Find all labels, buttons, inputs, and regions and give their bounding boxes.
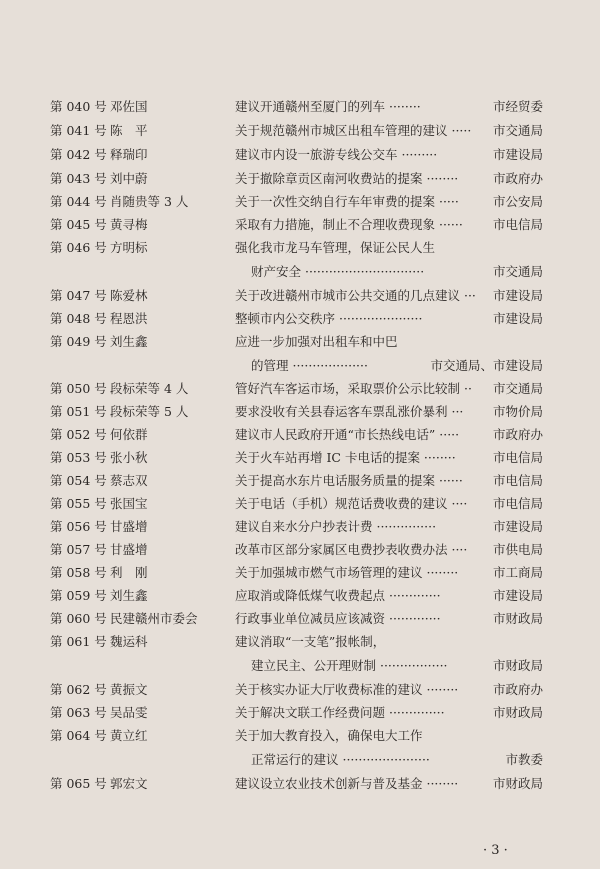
proposal-subject: 关于解决文联工作经费问题 ·············· xyxy=(235,705,445,720)
handling-department: 市财政局 xyxy=(492,611,543,626)
handling-department: 市交通局 xyxy=(492,264,543,279)
handling-department: 市电信局 xyxy=(492,473,543,488)
entry-row xyxy=(0,215,600,235)
handling-department: 市政府办 xyxy=(492,682,543,697)
handling-department: 市建设局 xyxy=(492,519,543,534)
handling-department: 市建设局 xyxy=(492,311,543,326)
proposal-number: 第 055 号 xyxy=(50,496,107,511)
proposer-name: 蔡志双 xyxy=(110,473,148,488)
proposer-name: 释瑞印 xyxy=(110,147,148,162)
proposal-subject-continuation: 建立民主、公开理财制 ················· xyxy=(251,658,448,673)
entry-row xyxy=(0,192,600,212)
handling-department: 市政府办 xyxy=(492,171,543,186)
proposal-subject: 关于改进赣州市城市公共交通的几点建议 ··· xyxy=(235,288,476,303)
proposal-number: 第 051 号 xyxy=(50,404,107,419)
proposer-name: 黄振文 xyxy=(110,682,148,697)
entry-row xyxy=(0,586,600,606)
proposer-name: 甘盛增 xyxy=(110,542,148,557)
entry-row xyxy=(0,309,600,329)
proposal-subject: 关于规范赣州市城区出租车管理的建议 ····· xyxy=(235,123,472,138)
proposal-subject: 行政事业单位减员应该减资 ············· xyxy=(235,611,441,626)
proposer-name: 刘生鑫 xyxy=(110,334,148,349)
entry-row-continuation xyxy=(0,656,600,676)
entry-row xyxy=(0,448,600,468)
proposal-subject: 关于提高水东片电话服务质量的提案 ······ xyxy=(235,473,463,488)
proposal-number: 第 053 号 xyxy=(50,450,107,465)
proposal-number: 第 063 号 xyxy=(50,705,107,720)
proposer-name: 吴品雯 xyxy=(110,705,148,720)
proposer-name: 利 刚 xyxy=(110,565,148,580)
proposal-number: 第 059 号 xyxy=(50,588,107,603)
proposal-subject: 整顿市内公交秩序 ····················· xyxy=(235,311,423,326)
proposal-number: 第 048 号 xyxy=(50,311,107,326)
proposer-name: 刘生鑫 xyxy=(110,588,148,603)
proposer-name: 刘中蔚 xyxy=(110,171,148,186)
entry-row xyxy=(0,517,600,537)
entry-row xyxy=(0,726,600,746)
proposal-subject: 关于加大教育投入，确保电大工作 xyxy=(235,728,423,743)
entry-row xyxy=(0,703,600,723)
proposal-number: 第 049 号 xyxy=(50,334,107,349)
proposal-subject: 改革市区部分家属区电费抄表收费办法 ···· xyxy=(235,542,468,557)
proposal-subject: 建议设立农业技术创新与普及基金 ········ xyxy=(235,776,459,791)
entry-row-continuation xyxy=(0,262,600,282)
handling-department: 市工商局 xyxy=(492,565,543,580)
proposal-number: 第 057 号 xyxy=(50,542,107,557)
proposal-subject-continuation: 正常运行的建议 ······················ xyxy=(251,752,430,767)
proposal-subject-continuation: 的管理 ··················· xyxy=(251,358,368,373)
handling-department: 市交通局 xyxy=(492,123,543,138)
handling-department: 市经贸委 xyxy=(492,99,543,114)
handling-department: 市交通局 xyxy=(492,381,543,396)
entry-row-continuation xyxy=(0,750,600,770)
entry-row xyxy=(0,402,600,422)
proposal-number: 第 061 号 xyxy=(50,634,107,649)
entry-row xyxy=(0,286,600,306)
proposal-subject: 应进一步加强对出租车和中巴 xyxy=(235,334,398,349)
proposal-number: 第 044 号 xyxy=(50,194,107,209)
proposal-number: 第 042 号 xyxy=(50,147,107,162)
handling-department: 市财政局 xyxy=(492,705,543,720)
entry-row xyxy=(0,540,600,560)
proposer-name: 方明标 xyxy=(110,240,148,255)
proposal-number: 第 058 号 xyxy=(50,565,107,580)
proposer-name: 陈 平 xyxy=(110,123,148,138)
handling-department: 市供电局 xyxy=(492,542,543,557)
entry-row xyxy=(0,471,600,491)
handling-department: 市电信局 xyxy=(492,217,543,232)
entry-row xyxy=(0,145,600,165)
handling-department: 市建设局 xyxy=(492,588,543,603)
proposer-name: 甘盛增 xyxy=(110,519,148,534)
entry-row xyxy=(0,379,600,399)
proposal-number: 第 043 号 xyxy=(50,171,107,186)
proposer-name: 郭宏文 xyxy=(110,776,148,791)
handling-department: 市交通局、市建设局 xyxy=(430,358,543,373)
proposal-subject: 要求没收有关县春运客车票乱涨价暴利 ··· xyxy=(235,404,464,419)
entry-row xyxy=(0,609,600,629)
handling-department: 市物价局 xyxy=(492,404,543,419)
proposal-number: 第 065 号 xyxy=(50,776,107,791)
proposer-name: 魏运科 xyxy=(110,634,148,649)
proposal-number: 第 064 号 xyxy=(50,728,107,743)
proposal-subject: 建议市内设一旅游专线公交车 ········· xyxy=(235,147,438,162)
handling-department: 市电信局 xyxy=(492,450,543,465)
proposal-subject: 建议消取“一支笔”报帐制， xyxy=(235,634,386,649)
entry-row xyxy=(0,169,600,189)
proposer-name: 陈爱林 xyxy=(110,288,148,303)
proposer-name: 张小秋 xyxy=(110,450,148,465)
entry-row xyxy=(0,632,600,652)
proposer-name: 段标荣等 5 人 xyxy=(110,404,189,419)
proposer-name: 邓佐国 xyxy=(110,99,148,114)
proposer-name: 肖随贵等 3 人 xyxy=(110,194,189,209)
proposal-subject: 关于一次性交纳自行车年审费的提案 ····· xyxy=(235,194,459,209)
proposal-number: 第 045 号 xyxy=(50,217,107,232)
handling-department: 市公安局 xyxy=(492,194,543,209)
handling-department: 市政府办 xyxy=(492,427,543,442)
proposal-subject: 关于加强城市燃气市场管理的建议 ········ xyxy=(235,565,459,580)
proposer-name: 黄立红 xyxy=(110,728,148,743)
proposal-number: 第 041 号 xyxy=(50,123,107,138)
handling-department: 市建设局 xyxy=(492,147,543,162)
proposal-subject: 建议自来水分户抄表计费 ··············· xyxy=(235,519,437,534)
proposer-name: 程恩洪 xyxy=(110,311,148,326)
proposal-subject: 管好汽车客运市场，采取票价公示比较制 ·· xyxy=(235,381,472,396)
proposer-name: 张国宝 xyxy=(110,496,148,511)
entry-row xyxy=(0,425,600,445)
proposal-number: 第 054 号 xyxy=(50,473,107,488)
handling-department: 市财政局 xyxy=(492,658,543,673)
proposal-number: 第 050 号 xyxy=(50,381,107,396)
entry-row xyxy=(0,121,600,141)
proposer-name: 何依群 xyxy=(110,427,148,442)
proposal-subject-continuation: 财产安全 ······························ xyxy=(251,264,425,279)
proposal-number: 第 052 号 xyxy=(50,427,107,442)
entry-row xyxy=(0,563,600,583)
entry-row xyxy=(0,680,600,700)
handling-department: 市建设局 xyxy=(492,288,543,303)
proposal-number: 第 040 号 xyxy=(50,99,107,114)
proposal-subject: 强化我市龙马车管理，保证公民人生 xyxy=(235,240,436,255)
entry-row xyxy=(0,238,600,258)
proposal-subject: 关于核实办证大厅收费标准的建议 ········ xyxy=(235,682,459,697)
proposer-name: 黄寻梅 xyxy=(110,217,148,232)
entry-row xyxy=(0,494,600,514)
proposal-number: 第 046 号 xyxy=(50,240,107,255)
handling-department: 市电信局 xyxy=(492,496,543,511)
proposal-number: 第 060 号 xyxy=(50,611,107,626)
proposer-name: 民建赣州市委会 xyxy=(110,611,198,626)
entry-row xyxy=(0,774,600,794)
proposer-name: 段标荣等 4 人 xyxy=(110,381,189,396)
entry-row-continuation xyxy=(0,356,600,376)
entry-row xyxy=(0,332,600,352)
proposal-subject: 建议市人民政府开通“市长热线电话” ····· xyxy=(235,427,460,442)
proposal-number: 第 056 号 xyxy=(50,519,107,534)
proposal-number: 第 062 号 xyxy=(50,682,107,697)
proposal-subject: 采取有力措施，制止不合理收费现象 ······ xyxy=(235,217,463,232)
entry-row xyxy=(0,97,600,117)
proposal-subject: 关于火车站再增 IC 卡电话的提案 ········ xyxy=(235,450,456,465)
page-number: · 3 · xyxy=(483,843,508,858)
handling-department: 市教委 xyxy=(505,752,543,767)
proposal-subject: 关于撤除章贡区南河收费站的提案 ········ xyxy=(235,171,459,186)
proposal-number: 第 047 号 xyxy=(50,288,107,303)
proposal-subject: 应取消或降低煤气收费起点 ············· xyxy=(235,588,441,603)
handling-department: 市财政局 xyxy=(492,776,543,791)
proposal-subject: 建议开通赣州至厦门的列车 ········ xyxy=(235,99,421,114)
proposal-subject: 关于电话（手机）规范话费收费的建议 ···· xyxy=(235,496,468,511)
